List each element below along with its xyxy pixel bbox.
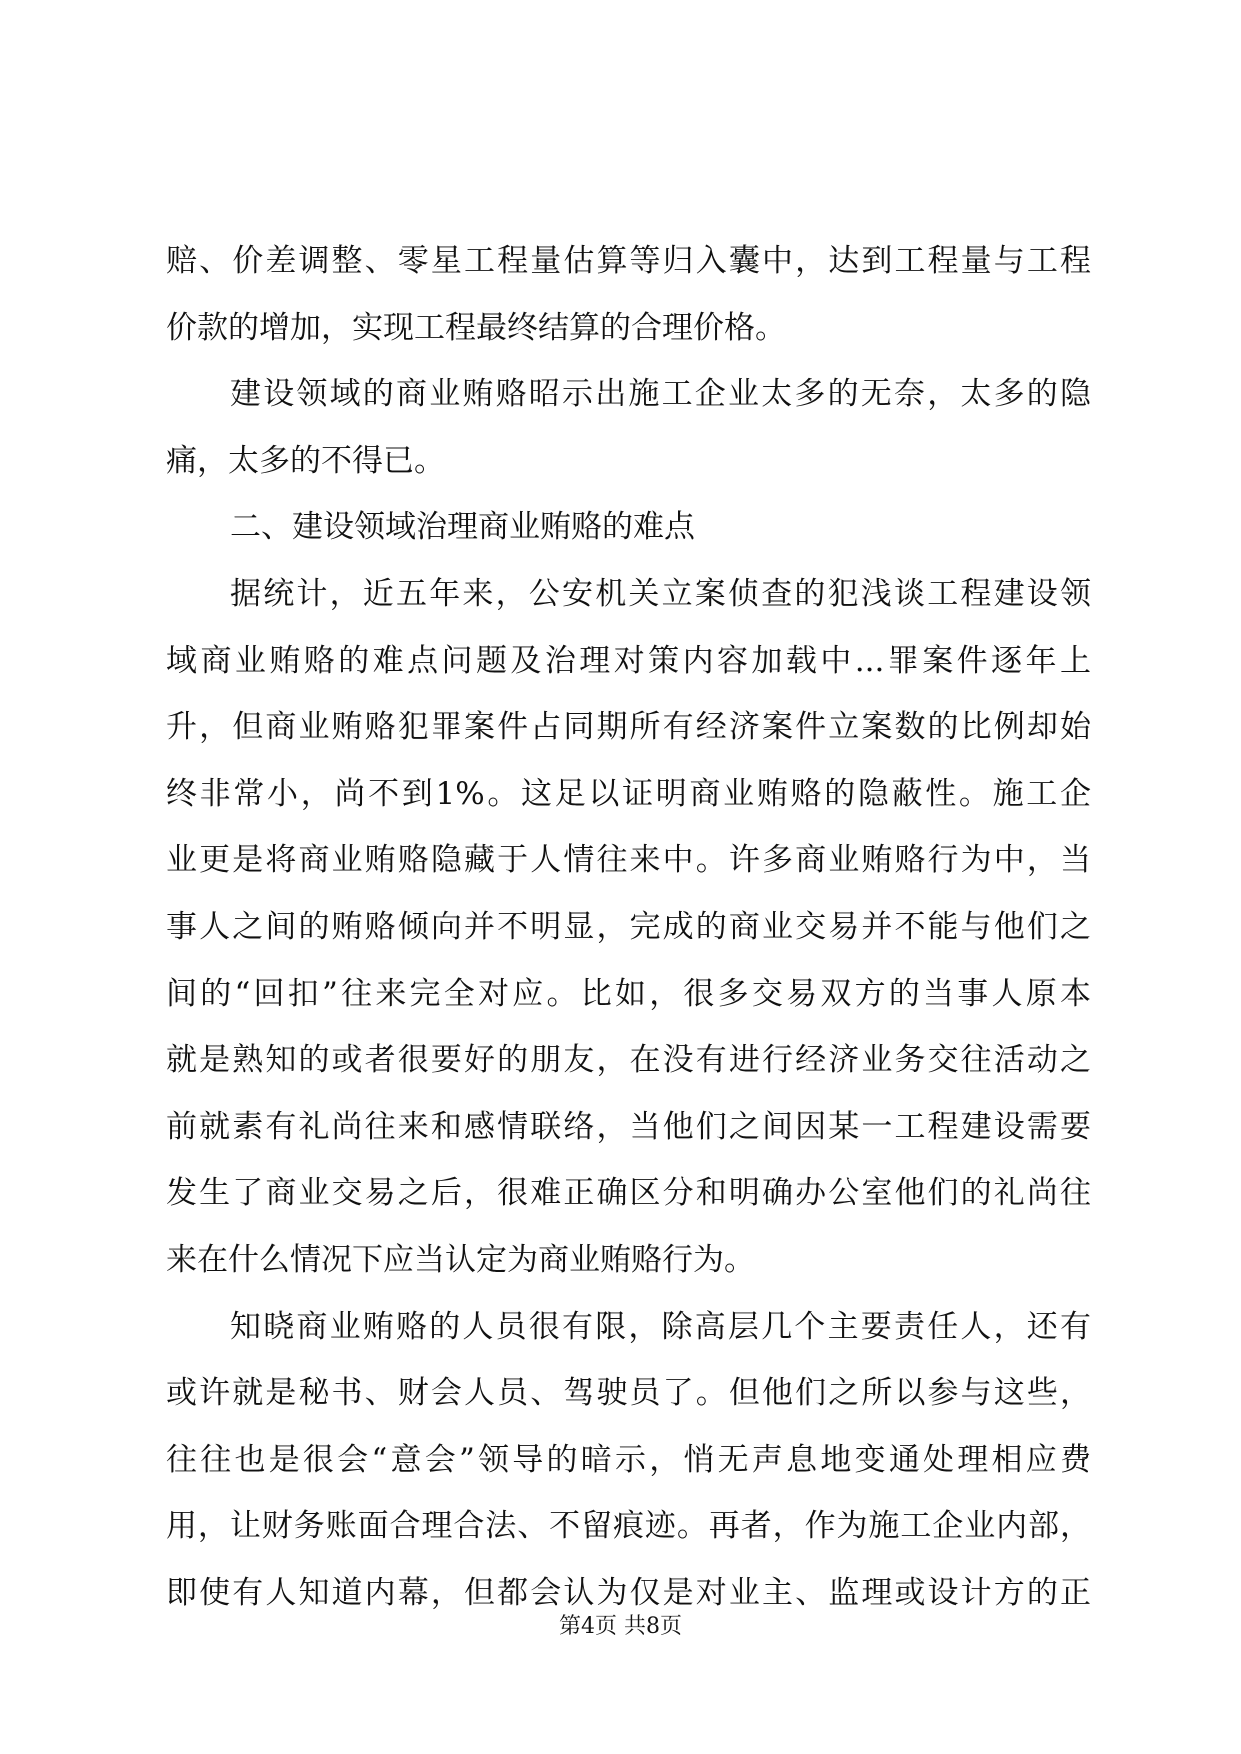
text-line: 据统计，近五年来，公安机关立案侦查的犯浅谈工程建设领	[230, 575, 1091, 612]
text-line: 价款的增加，实现工程最终结算的合理价格。	[166, 309, 786, 346]
text-line: 痛，太多的不得已。	[166, 442, 445, 479]
text-line: 域商业贿赂的难点问题及治理对策内容加载中...罪案件逐年上	[166, 642, 1091, 679]
text-line: 往往也是很会“意会”领导的暗示，悄无声息地变通处理相应费	[166, 1441, 1091, 1478]
text-line: 赔、价差调整、零星工程量估算等归入囊中，达到工程量与工程	[166, 243, 1091, 279]
body-text	[166, 228, 1091, 1626]
text-line: 终非常小，尚不到1%。这足以证明商业贿赂的隐蔽性。施工企	[166, 775, 1091, 812]
text-line: 事人之间的贿赂倾向并不明显，完成的商业交易并不能与他们之	[166, 908, 1091, 945]
text-line: 升，但商业贿赂犯罪案件占同期所有经济案件立案数的比例却始	[166, 709, 1091, 746]
text-line: 前就素有礼尚往来和感情联络，当他们之间因某一工程建设需要	[166, 1108, 1091, 1145]
text-line: 就是熟知的或者很要好的朋友，在没有进行经济业务交往活动之	[166, 1042, 1091, 1079]
text-line: 间的“回扣”往来完全对应。比如，很多交易双方的当事人原本	[166, 975, 1091, 1012]
page-number-footer: 第4页 共8页	[559, 1614, 682, 1639]
text-line: 建设领域的商业贿赂昭示出施工企业太多的无奈，太多的隐	[230, 376, 1091, 413]
text-line: 即使有人知道内幕，但都会认为仅是对业主、监理或设计方的正	[166, 1574, 1091, 1611]
text-line: 或许就是秘书、财会人员、驾驶员了。但他们之所以参与这些，	[166, 1375, 1091, 1412]
text-line: 发生了商业交易之后，很难正确区分和明确办公室他们的礼尚往	[166, 1175, 1091, 1212]
text-line: 来在什么情况下应当认定为商业贿赂行为。	[166, 1241, 755, 1278]
text-line: 业更是将商业贿赂隐藏于人情往来中。许多商业贿赂行为中，当	[166, 842, 1091, 879]
section-heading: 二、建设领域治理商业贿赂的难点	[230, 509, 695, 546]
text-line: 用，让财务账面合理合法、不留痕迹。再者，作为施工企业内部，	[166, 1508, 1091, 1545]
text-line: 知晓商业贿赂的人员很有限，除高层几个主要责任人，还有	[230, 1308, 1091, 1345]
